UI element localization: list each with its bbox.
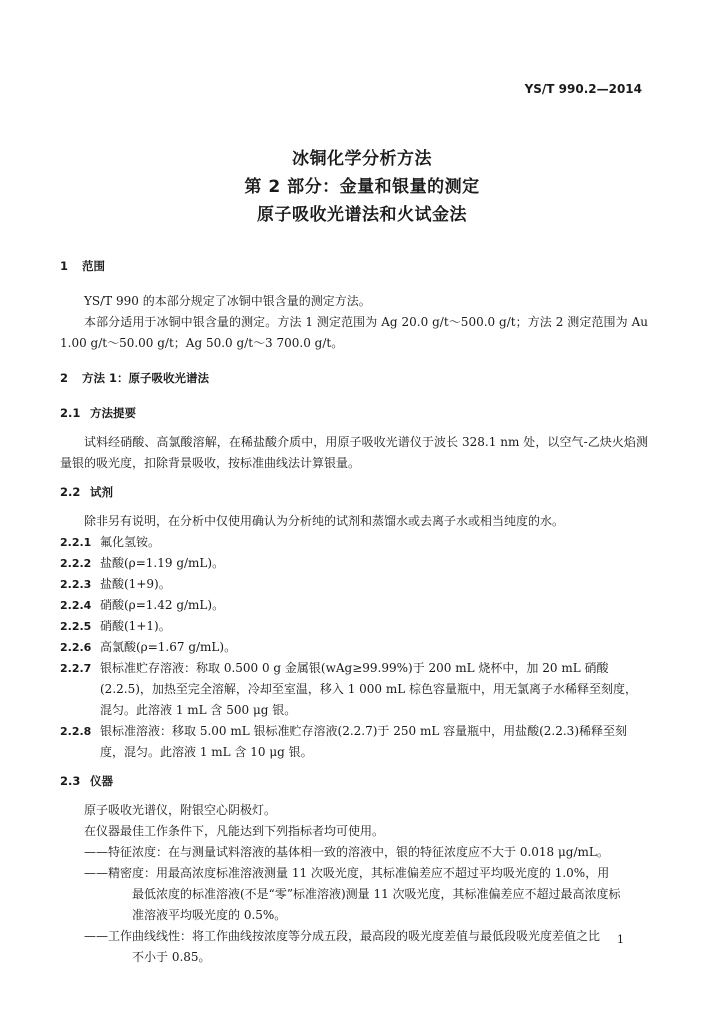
- document-body: [60, 256, 648, 968]
- subsection-title: 仪器: [90, 774, 113, 788]
- subsection-heading-apparatus: [60, 771, 648, 792]
- item-number: 2.2.2: [60, 557, 92, 570]
- section-title: 范围: [82, 259, 105, 273]
- criterion-text: ——精密度：用最高浓度标准溶液测量 11 次吸光度，其标准偏差应不超过平均吸光度的 1.0%，用: [84, 866, 610, 880]
- reagent-item: [60, 616, 648, 637]
- item-number: 2.2.3: [60, 578, 92, 591]
- principle-paragraph: 试料经硝酸、高氯酸溶解，在稀盐酸介质中，用原子吸收光谱仪于波长 328.1 nm 处，以空气-乙炔火焰测量银的吸光度，扣除背景吸收，按标准曲线法计算银量。: [60, 435, 648, 470]
- section-title: 方法 1：原子吸收光谱法: [82, 371, 210, 385]
- title-line-2: 第 2 部分：金量和银量的测定: [244, 177, 480, 197]
- item-text: 盐酸(1+9)。: [100, 577, 171, 591]
- subsection-number: 2.2: [60, 485, 81, 499]
- subsection-heading-principle: [60, 403, 648, 424]
- section-heading-scope: [60, 256, 648, 277]
- item-number: 2.2.7: [60, 662, 92, 675]
- item-number: 2.2.1: [60, 536, 92, 549]
- scope-paragraph-1: YS/T 990 的本部分规定了冰铜中银含量的测定方法。: [84, 294, 371, 308]
- criterion-text-cont: 最低浓度的标准溶液(不是“零”标准溶液)测量 11 次吸光度，其标准偏差应不超过最高浓度标: [132, 887, 621, 901]
- scope-paragraph-2: 本部分适用于冰铜中银含量的测定。方法 1 测定范围为 Ag 20.0 g/t～500.0 g/t；方法 2 测定范围为 Au 1.00 g/t～50.00 g/t；Ag 50.0 g/t～3 700.0 g/t。: [60, 315, 648, 350]
- title-line-1: 冰铜化学分析方法: [292, 149, 432, 169]
- criterion-text: ——特征浓度：在与测量试料溶液的基体相一致的溶液中，银的特征浓度应不大于 0.018 μg/mL。: [84, 845, 609, 859]
- item-text: 银标准溶液：移取 5.00 mL 银标准贮存溶液(2.2.7)于 250 mL 容量瓶中，用盐酸(2.2.3)稀释至刻度，混匀。此溶液 1 mL 含 10 μg 银。: [100, 724, 628, 759]
- title-line-3: 原子吸收光谱法和火试金法: [257, 205, 467, 225]
- criterion-precision: [60, 863, 648, 926]
- reagent-item: [60, 637, 648, 658]
- item-number: 2.2.5: [60, 620, 92, 633]
- reagent-item: [60, 721, 648, 763]
- apparatus-paragraph-2: 在仪器最佳工作条件下，凡能达到下列指标者均可使用。: [84, 824, 385, 838]
- item-number: 2.2.6: [60, 641, 92, 654]
- reagents-intro: 除非另有说明，在分析中仅使用确认为分析纯的试剂和蒸馏水或去离子水或相当纯度的水。: [84, 514, 565, 528]
- subsection-title: 试剂: [90, 485, 113, 499]
- item-text: 硝酸(ρ=1.42 g/mL)。: [100, 598, 225, 612]
- page-number: 1: [617, 933, 624, 946]
- subsection-title: 方法提要: [90, 406, 136, 420]
- subsection-heading-reagents: [60, 482, 648, 503]
- item-text: 高氯酸(ρ=1.67 g/mL)。: [100, 640, 237, 654]
- document-title: [0, 145, 724, 229]
- item-text: 银标准贮存溶液：称取 0.500 0 g 金属银(wAg≥99.99%)于 200 mL 烧杯中，加 20 mL 硝酸(2.2.5)，加热至完全溶解，冷却至室温，移入 1 000 mL 棕色容量瓶中，用无氯离子水稀释至刻度，混匀。此溶液 1 mL 含 500 μg 银。: [100, 661, 638, 717]
- item-text: 氟化氢铵。: [100, 535, 161, 549]
- item-number: 2.2.4: [60, 599, 92, 612]
- criterion-text: ——工作曲线线性：将工作曲线按浓度等分成五段，最高段的吸光度差值与最低段吸光度差值之比: [84, 929, 601, 943]
- criterion-text-cont: 不小于 0.85。: [132, 950, 211, 964]
- reagent-item: [60, 595, 648, 616]
- section-heading-method-1: [60, 368, 648, 389]
- item-text: 盐酸(ρ=1.19 g/mL)。: [100, 556, 225, 570]
- subsection-number: 2.3: [60, 774, 81, 788]
- criterion-linearity: [60, 926, 648, 968]
- section-number: 2: [60, 371, 69, 385]
- apparatus-paragraph-1: 原子吸收光谱仪，附银空心阴极灯。: [84, 803, 277, 817]
- criterion-characteristic-concentration: [60, 842, 648, 863]
- standard-number: YS/T 990.2—2014: [524, 82, 642, 96]
- reagent-item: [60, 658, 648, 721]
- subsection-number: 2.1: [60, 406, 81, 420]
- item-text: 硝酸(1+1)。: [100, 619, 171, 633]
- item-number: 2.2.8: [60, 725, 92, 738]
- criterion-text-cont: 准溶液平均吸光度的 0.5%。: [132, 908, 287, 922]
- reagent-item: [60, 532, 648, 553]
- reagent-item: [60, 574, 648, 595]
- section-number: 1: [60, 259, 69, 273]
- reagent-item: [60, 553, 648, 574]
